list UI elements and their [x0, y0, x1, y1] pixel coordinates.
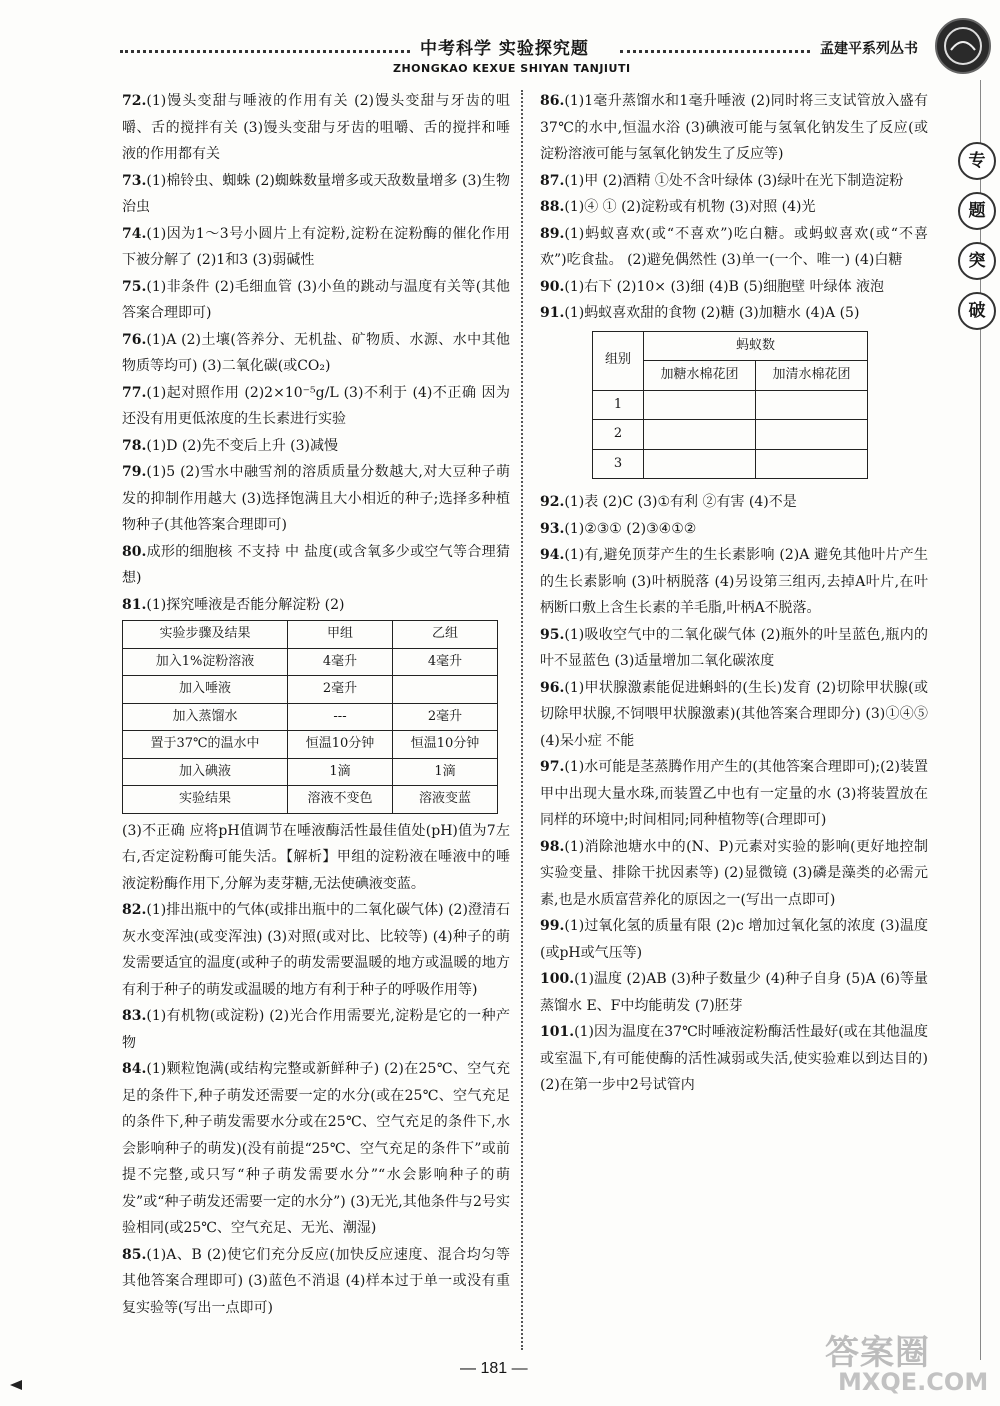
table-cell: 2毫升: [393, 703, 498, 731]
answer-88: 88.(1)④ ① (2)淀粉或有机物 (3)对照 (4)光: [540, 199, 816, 215]
table-cell: [756, 420, 868, 450]
answer-96: 96.(1)甲状腺激素能促进蝌蚪的(生长)发育 (2)切除甲状腺(或切除甲状腺,不饲喂甲状腺激素)(其他答案合理即分) (3)①④⑤ (4)呆小症 不能: [540, 679, 928, 749]
table-cell: [756, 390, 868, 420]
table-header-cell: 组别: [593, 331, 644, 390]
table-cell: 3: [593, 449, 644, 479]
table-row: [123, 676, 498, 704]
table-cell: [644, 390, 756, 420]
answer-80: 80.成形的细胞核 不支持 中 盐度(或含氧多少或空气等合理猜想): [122, 543, 510, 586]
watermark-logo: 答案圈: [825, 1333, 930, 1373]
table-header-row: [123, 621, 498, 649]
answer-100: 100.(1)温度 (2)AB (3)种子数量少 (4)种子自身 (5)A (6)等量蒸馏水 E、F中均能萌发 (7)胚芽: [540, 971, 928, 1014]
margin-arrow-icon: [10, 1380, 22, 1390]
header-rule-right: [620, 50, 810, 53]
table-row: [593, 420, 868, 450]
experiment-table-81: [122, 620, 498, 814]
watermark-url: MXQE.COM: [838, 1368, 989, 1396]
book-title: 中考科学 实验探究题: [420, 39, 589, 59]
answer-77: 77.(1)起对照作用 (2)2×10⁻⁵g/L (3)不利于 (4)不正确 因为还没有用更低浓度的生长素进行实验: [122, 384, 510, 427]
answer-75: 75.(1)非条件 (2)毛细血管 (3)小鱼的跳动与温度有关等(其他答案合理即可): [122, 278, 510, 321]
answer-81: 81.(1)探究唾液是否能分解淀粉 (2): [122, 596, 345, 613]
answer-90: 90.(1)右下 (2)10× (3)细 (4)B (5)细胞壁 叶绿体 液泡: [540, 278, 885, 295]
table-header-cell: 加糖水棉花团: [644, 361, 756, 391]
table-cell: 恒温10分钟: [393, 731, 498, 759]
table-cell: 加入蒸馏水: [123, 703, 288, 731]
table-cell: 4毫升: [288, 648, 393, 676]
answer-76: 76.(1)A (2)土壤(答养分、无机盐、矿物质、水源、水中其他物质等均可) (3)二氧化碳(或CO₂): [122, 331, 510, 374]
table-cell: 1滴: [393, 758, 498, 786]
table-row: [123, 703, 498, 731]
answer-93: 93.(1)②③① (2)③④①②: [540, 520, 697, 537]
table-cell: 1滴: [288, 758, 393, 786]
series-logo-icon: [935, 18, 991, 74]
answer-98: 98.(1)消除池塘水中的(N、P)元素对实验的影响(更好地控制实验变量、排除干扰因素等) (2)显微镜 (3)磷是藻类的必需元素,也是水质富营养化的原因之一(写出一点即可): [540, 838, 928, 908]
table-cell: [644, 420, 756, 450]
answer-95: 95.(1)吸收空气中的二氧化碳气体 (2)瓶外的叶呈蓝色,瓶内的叶不显蓝色 (3)适量增加二氧化碳浓度: [540, 626, 928, 669]
side-tag-tu: 突: [958, 242, 996, 280]
answer-84: 84.(1)颗粒饱满(或结构完整或新鲜种子) (2)在25℃、空气充足的条件下,种子萌发还需要一定的水分(或在25℃、空气充足的条件下,种子萌发需要水分或在25℃、空气充足的条件下,水会影响种子的萌发)(没有前提“25℃、空气充足的条件下”或前提不完整,或只写“种子萌发需要水分”“水会影响种子的萌发”或“种子萌发还需要一定的水分”) (3)无光,其他条件与2号实验相同(或25℃、空气充足、无光、潮湿): [122, 1061, 510, 1236]
left-column: [122, 88, 510, 1321]
table-header-cell: 甲组: [288, 621, 393, 649]
answer-94: 94.(1)有,避免顶芽产生的生长素影响 (2)A 避免其他叶片产生的生长素影响 (3)叶柄脱落 (4)另设第三组丙,去掉A叶片,在叶柄断口敷上含生长素的羊毛脂,叶柄A不脱落。: [540, 547, 928, 616]
side-tag-zhuan: 专: [958, 142, 996, 180]
table-cell: 4毫升: [393, 648, 498, 676]
table-cell: 溶液变蓝: [393, 786, 498, 814]
header-rule-left: [120, 50, 410, 53]
answer-74: 74.(1)因为1～3号小圆片上有淀粉,淀粉在淀粉酶的催化作用下被分解了 (2)1和3 (3)弱碱性: [122, 225, 510, 268]
table-row: [593, 449, 868, 479]
table-cell: 2毫升: [288, 676, 393, 704]
table-row: [123, 758, 498, 786]
series-name: 孟建平系列丛书: [820, 41, 918, 57]
answer-82: 82.(1)排出瓶中的气体(或排出瓶中的二氧化碳气体) (2)澄清石灰水变浑浊(或变浑浊) (3)对照(或对比、比较等) (4)种子的萌发需要适宜的温度(或种子的萌发需要温暖的地方或温暖的地方有利于种子的萌发或温暖的地方有利于种子的呼吸作用等): [122, 902, 510, 998]
answer-89: 89.(1)蚂蚁喜欢(或“不喜欢”)吃白糖。或蚂蚁喜欢(或“不喜欢”)吃食盐。 (2)避免偶然性 (3)单一(一个、唯一) (4)白糖: [540, 225, 928, 268]
right-column: [540, 88, 928, 1099]
table-row: [123, 731, 498, 759]
answer-86: 86.(1)1毫升蒸馏水和1毫升唾液 (2)同时将三支试管放入盛有37℃的水中,恒温水浴 (3)碘液可能与氢氧化钠发生了反应(或淀粉溶液可能与氢氧化钠发生了反应等): [540, 93, 928, 162]
answer-85: 85.(1)A、B (2)使它们充分反应(加快反应速度、混合均匀等其他答案合理即可) (3)蓝色不消退 (4)样本过于单一或没有重复实验等(写出一点即可): [122, 1246, 510, 1316]
answer-101: 101.(1)因为温度在37℃时唾液淀粉酶活性最好(或在其他温度或室温下,有可能使酶的活性减弱或失活,使实验难以到达目的) (2)在第一步中2号试管内: [540, 1024, 928, 1093]
table-cell: 加入唾液: [123, 676, 288, 704]
book-subtitle: ZHONGKAO KEXUE SHIYAN TANJIUTI: [393, 62, 631, 75]
side-tag-ti: 题: [958, 192, 996, 230]
answer-72: 72.(1)馒头变甜与唾液的作用有关 (2)馒头变甜与牙齿的咀嚼、舌的搅拌有关 (3)馒头变甜与牙齿的咀嚼、舌的搅拌和唾液的作用都有关: [122, 93, 510, 162]
table-header-cell: 实验步骤及结果: [123, 621, 288, 649]
table-cell: 置于37℃的温水中: [123, 731, 288, 759]
table-cell: 1: [593, 390, 644, 420]
answer-87: 87.(1)甲 (2)酒精 ①处不含叶绿体 (3)绿叶在光下制造淀粉: [540, 172, 904, 189]
table-cell: [393, 676, 498, 704]
table-cell: ---: [288, 703, 393, 731]
table-cell: 实验结果: [123, 786, 288, 814]
table-row: [593, 390, 868, 420]
answer-97: 97.(1)水可能是茎蒸腾作用产生的(其他答案合理即可);(2)装置甲中出现大量水珠,而装置乙中也有一定量的水 (3)将装置放在同样的环境中;时间相同;同种植物等(合理即可): [540, 759, 928, 828]
page-number: — 181 —: [460, 1360, 528, 1377]
table-header-cell: 乙组: [393, 621, 498, 649]
table-cell: 溶液不变色: [288, 786, 393, 814]
side-tag-po: 破: [958, 292, 996, 330]
table-row: [123, 786, 498, 814]
table-header-row: [593, 331, 868, 361]
table-cell: [756, 449, 868, 479]
answer-99: 99.(1)过氧化氢的质量有限 (2)c 增加过氧化氢的浓度 (3)温度(或pH或气压等): [540, 918, 928, 961]
answer-78: 78.(1)D (2)先不变后上升 (3)减慢: [122, 437, 338, 454]
table-cell: [644, 449, 756, 479]
table-cell: 加入1%淀粉溶液: [123, 648, 288, 676]
table-header-cell: 加清水棉花团: [756, 361, 868, 391]
table-cell: 加入碘液: [123, 758, 288, 786]
table-cell: 恒温10分钟: [288, 731, 393, 759]
table-cell: 2: [593, 420, 644, 450]
ant-count-table-91: [592, 331, 868, 480]
table-header-cell: 蚂蚁数: [644, 331, 868, 361]
answer-92: 92.(1)表 (2)C (3)①有利 ②有害 (4)不是: [540, 494, 797, 510]
answer-83: 83.(1)有机物(或淀粉) (2)光合作用需要光,淀粉是它的一种产物: [122, 1008, 510, 1051]
table-row: [123, 648, 498, 676]
answer-81-part3: (3)不正确 应将pH值调节在唾液酶活性最佳值处(pH)值为7左右,否定淀粉酶可能失活。【解析】甲组的淀粉液在唾液中的唾液淀粉酶作用下,分解为麦芽糖,无法使碘液变蓝。: [122, 822, 510, 892]
answer-91: 91.(1)蚂蚁喜欢甜的食物 (2)糖 (3)加糖水 (4)A (5): [540, 305, 860, 321]
answer-73: 73.(1)棉铃虫、蜘蛛 (2)蜘蛛数量增多或天敌数量增多 (3)生物治虫: [122, 172, 510, 215]
answer-79: 79.(1)5 (2)雪水中融雪剂的溶质质量分数越大,对大豆种子萌发的抑制作用越大 (3)选择饱满且大小相近的种子;选择多种植物种子(其他答案合理即可): [122, 464, 510, 533]
column-divider: [521, 90, 523, 1350]
